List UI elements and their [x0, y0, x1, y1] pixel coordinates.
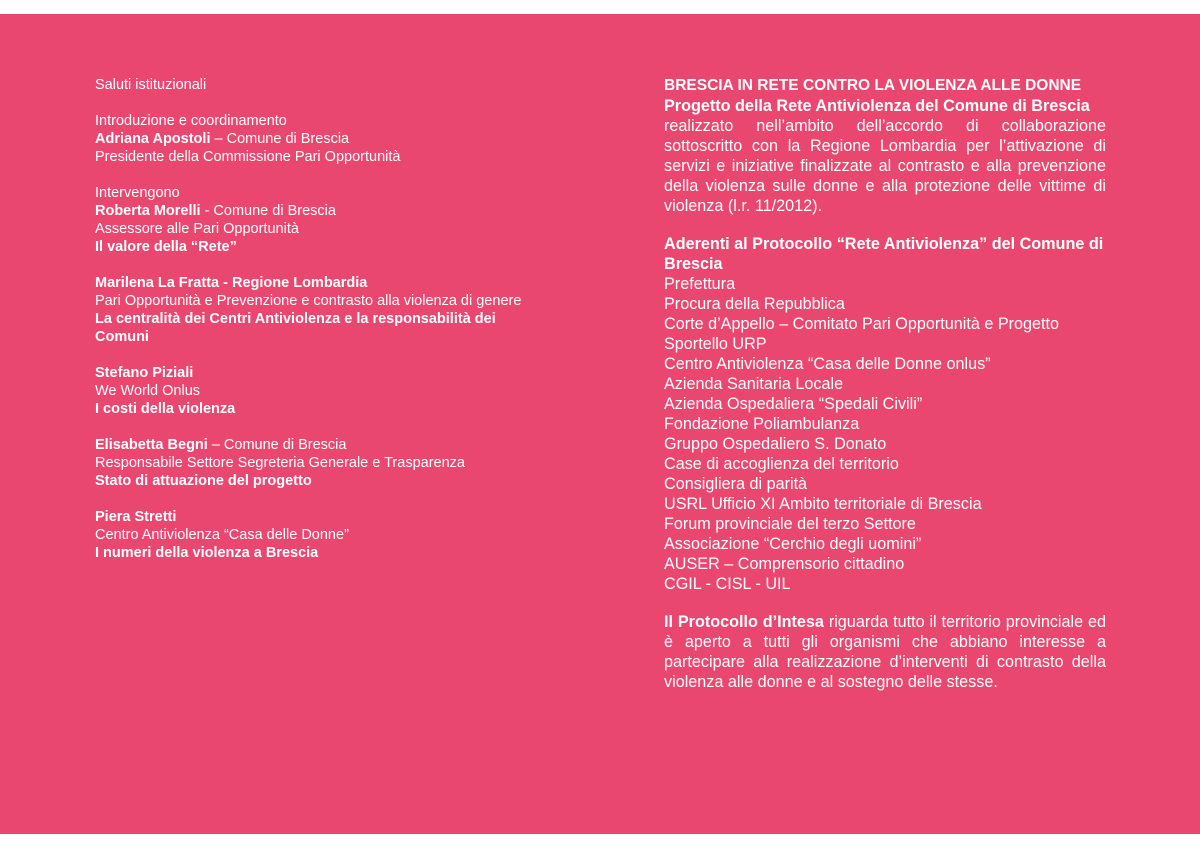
list-item: Associazione “Cerchio degli uomini” — [664, 535, 922, 553]
speaker-affiliation: – Comune di Brescia — [207, 437, 347, 453]
members-list — [664, 274, 1106, 594]
talk-title: Stato di attuazione del progetto — [95, 473, 312, 489]
talk-title: Il valore della “Rete” — [95, 239, 237, 255]
saluti-block — [95, 76, 535, 94]
intro-speaker — [95, 130, 535, 148]
speaker-role: Assessore alle Pari Opportunità — [95, 221, 299, 237]
list-item: USRL Ufficio XI Ambito territoriale di Brescia — [664, 495, 982, 513]
speaker-role: Presidente della Commissione Pari Opportunità — [95, 149, 401, 165]
protocol-paragraph — [664, 612, 1106, 692]
protocol-block — [664, 612, 1106, 692]
protocol-bold: Il Protocollo d’Intesa — [664, 613, 824, 631]
talk-title: I costi della violenza — [95, 401, 236, 417]
speaker-name: Piera Stretti — [95, 509, 177, 525]
intro-heading: Introduzione e coordinamento — [95, 113, 287, 129]
speaker-role: Pari Opportunità e Prevenzione e contrasto alla violenza di genere — [95, 293, 522, 309]
speaker-affiliation: – Comune di Brescia — [210, 131, 350, 147]
list-item: Gruppo Ospedaliero S. Donato — [664, 435, 887, 453]
project-text: realizzato nell’ambito dell’accordo di collaborazione sottoscritto con la Regione Lombardia per l’attivazione di servizi e iniziative finalizzate al contrasto e alla prevenzione della violenza sulle donne e alla protezione delle vittime di violenza (l.r. 11/2012). — [664, 117, 1106, 215]
protocol-text: riguarda tutto il territorio provinciale ed è aperto a tutti gli organismi che abbiano interesse a partecipare alla realizzazione d’interventi di contrasto della violenza alle donne e al sostegno delle stesse. — [664, 613, 1106, 691]
members-heading: Aderenti al Protocollo “Rete Antiviolenza” del Comune di Brescia — [664, 235, 1104, 273]
list-item: Case di accoglienza del territorio — [664, 455, 899, 473]
piziali-block — [95, 364, 535, 418]
saluti-text: Saluti istituzionali — [95, 77, 207, 93]
list-item: Azienda Ospedaliera “Spedali Civili” — [664, 395, 923, 413]
stretti-block — [95, 508, 535, 562]
program-column — [95, 76, 535, 580]
page-title: BRESCIA IN RETE CONTRO LA VIOLENZA ALLE DONNE — [664, 77, 1082, 94]
lafratta-block — [95, 274, 535, 346]
list-item: Fondazione Poliambulanza — [664, 415, 860, 433]
list-item: Prefettura — [664, 275, 736, 293]
members-block — [664, 234, 1106, 594]
speaker-affiliation: - Comune di Brescia — [200, 203, 336, 219]
list-item: Centro Antiviolenza “Casa delle Donne onlus” — [664, 355, 991, 373]
list-item: Forum provinciale del terzo Settore — [664, 515, 916, 533]
speaker-role: We World Onlus — [95, 383, 201, 399]
list-item: Corte d’Appello – Comitato Pari Opportunità e Progetto Sportello URP — [664, 315, 1060, 353]
list-item: Azienda Sanitaria Locale — [664, 375, 844, 393]
project-title: Progetto della Rete Antiviolenza del Comune di Brescia — [664, 97, 1090, 115]
begni-speaker — [95, 436, 535, 454]
brochure-page — [0, 14, 1200, 834]
morelli-speaker — [95, 202, 535, 220]
talk-title: La centralità dei Centri Antiviolenza e la responsabilità dei Comuni — [95, 311, 496, 345]
speaker-name: Roberta Morelli — [95, 203, 201, 219]
list-item: AUSER – Comprensorio cittadino — [664, 555, 905, 573]
speaker-name: Elisabetta Begni — [95, 437, 208, 453]
speaker-role: Centro Antiviolenza “Casa delle Donne” — [95, 527, 349, 543]
list-item: Procura della Repubblica — [664, 295, 845, 313]
begni-block — [95, 436, 535, 490]
speaker-name: Marilena La Fratta - Regione Lombardia — [95, 275, 368, 291]
speaker-name: Adriana Apostoli — [95, 131, 211, 147]
info-column — [664, 76, 1106, 692]
list-item: CGIL - CISL - UIL — [664, 575, 791, 593]
list-item: Consigliera di parità — [664, 475, 808, 493]
intro-block — [95, 112, 535, 166]
morelli-block — [95, 184, 535, 256]
speaker-role: Responsabile Settore Segreteria Generale e Trasparenza — [95, 455, 465, 471]
project-block — [664, 96, 1106, 216]
talk-title: I numeri della violenza a Brescia — [95, 545, 319, 561]
intervengono-heading: Intervengono — [95, 185, 180, 201]
speaker-name: Stefano Piziali — [95, 365, 194, 381]
